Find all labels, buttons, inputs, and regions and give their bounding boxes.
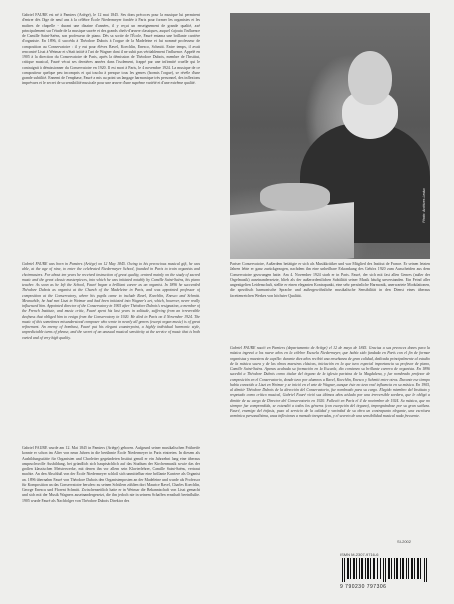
- german-biography-start: [22, 446, 200, 586]
- publisher-code: SI-2002: [397, 539, 412, 544]
- german-paragraph-right: Pariser Conservatoire, Außerdem betätigte er sich als Musikkritiker und war Mitglied des Institut de France. Er seinen letzten Jahren lebte er ganz zurückgezogen, nachdem ihn eine unheilbare Erkrankung des Gehörs 1920 zum Ausscheiden aus dem Conservatoire gezwungen hatte. Am 4. November 1924 starb er in Paris. Fauré, der sich mit fast allen Genres (außer der Orgelmusik) auseinandersetzte, blieb als der außerordentlichen Subtilität seiner Musik häufig unverstanden. Ein Feind aller ungezügelten Leidenschaft, stellte er einen eleganten Kontrapunkt, eine sehr persönliche Harmonik, unerwartete Modulationen, die spezifisch harmonische Sprache und außergewöhnliche musikalische Sensibilität in den Dienst eines überaus facettenreichen Werkes von höchster Qualität.: [230, 262, 430, 298]
- german-paragraph-left: Gabriel FAURÉ wurde am 12. Mai 1845 in Pamiers (Ariège) geboren. Aufgrund seiner musikalischen Frühreife konnte er schon im Alter von neun Jahren in die berühmte École Niedermeyer in Paris eintreten. In diesem als Ausbildungsstätte für Organisten und Chorleiter gegründeten Institut genoß er ein Jahrzehnt lang eine überaus anspruchsvolle Ausbildung, bei gründlich sich hauptsächlich auf das Studium der Kirchenmusik sowie das der großen klassischen Meisterwerke, mit denen ihn vor allem sein Klavierlehrer, Camille Saint-Saëns, vertraut machte. An den Abschluß von der École Niedermeyer schloß sich unmittelbar eine brillante Karriere als Organist an. 1896 übernahm Fauré von Théodore Dubois den Organistenposten an der Madeleine und wurde als Professor für Komposition an das Conservatoire berufen: zu seinen Schülern zählten dort Maurice Ravel, Charles Koechlin, George Enescu und Florent Schmitt. Zwischenzeitlich hatte er in Weimar die Bekanntschaft von Liszt gemacht und sich mit der Musik Wagners auseinandergesetzt, die ihn jedoch nie in seinem Schaffen ernsthaft beeinflußte. 1905 wurde Fauré als Nachfolger von Théodore Dubois Direktor des: [22, 446, 200, 503]
- french-biography: [22, 13, 200, 259]
- english-paragraph: Gabriel FAURÉ was born in Pamiers (Ariège) on 12 May 1845. Owing to his precocious musical gift, he was able, at the age of nine, to enter the celebrated Niedermeyer School, founded in Paris to train organists and choirmasters. For about ten years he received instruction of great quality, centred mainly on the study of sacred music and the great classic masterpieces, into which he was initiated notably by Camille Saint-Saëns, his piano teacher. As soon as he left the School, Fauré began a brilliant career as an organist. In 1896 he succeeded Théodore Dubois as organist at the Church of the Madeleine in Paris, and was appointed professor of composition at the Conservatory, where his pupils came to include Ravel, Koechlin, Enesco and Schmitt. Meanwhile, he had met Liszt in Weimar and had been initiated into Wagner's art, which, however, never really influenced him. Appointed director of the Conservatory in 1905 after Théodore Dubois's resignation, a member of the French Institute, and music critic, Fauré spent his last years in solitude, suffering from an irreversible deafness that obliged him to resign from the Conservatory in 1920. He died in Paris on 4 November 1924. The music of this sometimes misunderstood composer who wrote in nearly all genres (except organ music) is of great refinement. An enemy of bombast, Fauré put his elegant counterpoint, a highly individual harmonic style, unpredictable turns of phrase, and the secret of an unusual musical sensitivity at the service of music that is both varied and of very high quality.: [22, 262, 200, 340]
- photo-credit: Photo: Archives Leduc: [422, 188, 426, 223]
- composer-photo: [230, 13, 430, 259]
- english-biography: [22, 262, 200, 443]
- ismn-number: ISMN M-2307-9716-6: [340, 552, 379, 557]
- barcode-digits: 9 790230 797306: [340, 584, 387, 590]
- barcode: [340, 558, 430, 588]
- german-biography-end: [230, 262, 430, 343]
- photo-figure-hands: [260, 183, 330, 211]
- barcode-bars-icon: [340, 558, 430, 582]
- spanish-paragraph: Gabriel FAURÉ nació en Pamiers (departamento de Ariège) el 12 de mayo de 1845. Gracias a sus precoces dones para la música ingresó a los nueve años en la célebre Escuela Niedermeyer, que había sido fundada en París con el fin de formar organistas y maestros de capilla: durante diez años recibió una enseñanza de gran calidad, dedicada principalmente al estudio de la música sacra y de las obras maestras clásicas, iniciación en la que tuvo especial importancia su profesor de piano, Camille Saint-Saëns. Apenas acabada su formación en la Escuela, dio comienzo su brillante carrera de organista. En 1896 sucedió a Théodore Dubois como titular del órgano de la iglesia parisina de la Magdalena, y fue nombrado profesor de composición en el Conservatorio, donde tuvo por alumnos a Ravel, Koechlin, Enesco y Schmitt entre otros. Durante ese tiempo había conocido a Liszt en Weimar y se inició en el arte de Wagner, aunque éste no tuvo real influencia en su música. En 1905, al dimitir Théodore Dubois de la dirección del Conservatorio, fue nombrado para su cargo. Elegido miembro del Instituto y respetado como crítico musical, Gabriel Fauré vivió sus últimos años aislado por una irreversible sordera, que le obligó a dimitir de su cargo de Director del Conservatorio en 1920. Falleció en París el 4 de noviembre de 1924. Su música, que no siempre fue comprendida, se extendió a todos los géneros (con excepción del órgano), impregnándose por su gran sutileza. Fauré, enemigo del énfasis, puso al servicio de la calidad y variedad de su obra un contrapunto elegante, una escritura armónica personalísima, unas inflexiones a menudo inesperadas, y el secreto de una sensibilidad musical nada frecuente.: [230, 346, 430, 419]
- french-paragraph: Gabriel FAURÉ est né à Pamiers (Ariège), le 12 mai 1845. Ses dons précoces pour la musique lui permirent d'entrer dès l'âge de neuf ans à la célèbre École Niedermeyer fondée à Paris pour former les organistes et les maîtres de chapelle - durant une dizaine d'années, il y reçut un enseignement de grande qualité, axé principalement sur l'étude de la musique sacrée et des grands chefs-d'œuvre classiques, auquel s'ajouta l'influence de Camille Saint-Saëns, son professeur de piano. Dès sa sortie de l'École, Fauré entama une brillante carrière d'organiste. En 1896, il succéda à Théodore Dubois à l'orgue de la Madeleine et fut nommé professeur de composition au Conservatoire : il y eut pour élèves Ravel, Koechlin, Enesco, Schmitt. Entre temps, il avait rencontré Liszt à Weimar et s'était initié à l'art de Wagner dont il ne subit pas véritablement l'influence. Appelé en 1905 à la direction du Conservatoire de Paris, après la démission de Théodore Dubois, membre de l'Institut, critique musical, Fauré vécut ses dernières années dans l'isolement, frappé par une infirmité cruelle qui le contraignit à démissionner du Conservatoire en 1920. Il est mort à Paris, le 4 novembre 1924. La musique de ce compositeur quelque peu incompris et qui toucha à presque tous les genres (hormis l'orgue), se révèle d'une grande subtilité. Ennemi de l'emphase, Fauré a mis au point un langage harmonique très personnel, des inflexions imprévues et le secret de sa sensibilité musicale pour une œuvre d'une suprême variété et d'une extrême qualité.: [22, 13, 200, 86]
- photo-figure-head: [348, 51, 392, 105]
- spanish-biography: [230, 346, 430, 536]
